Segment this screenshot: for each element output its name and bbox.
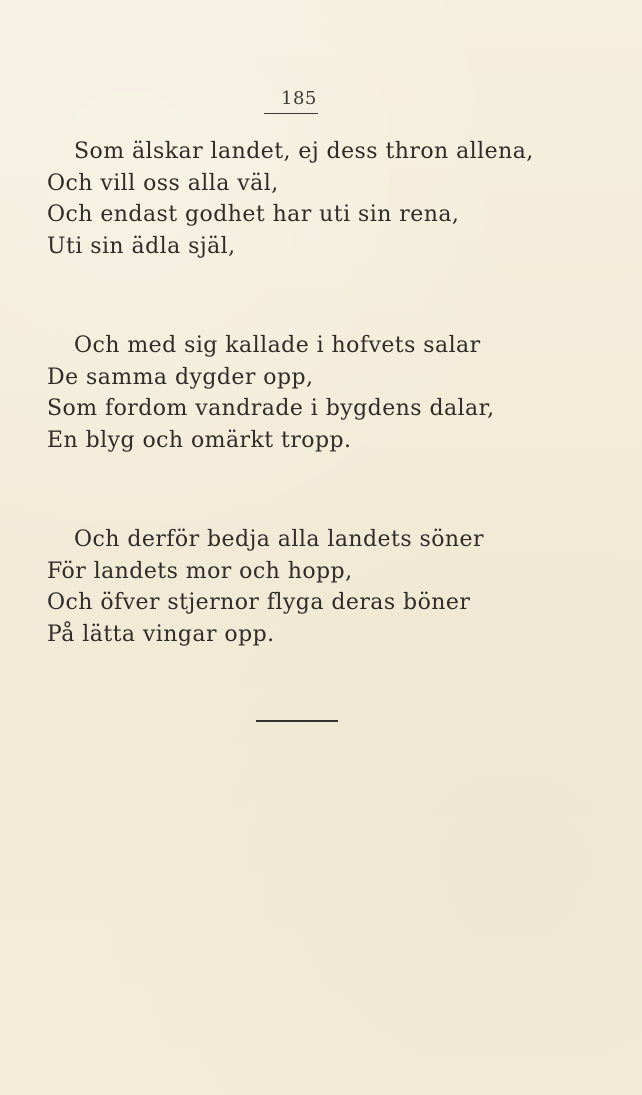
poem-stanza-3 <box>47 524 607 650</box>
stanza-2-line-2: De samma dygder opp, <box>47 364 314 390</box>
stanza-2-line-4: En blyg och omärkt tropp. <box>47 427 352 453</box>
page-number: 185 <box>281 88 317 109</box>
stanza-3-line-3: Och öfver stjernor flyga deras böner <box>47 590 471 615</box>
end-rule <box>256 720 338 722</box>
stanza-3-line-2: För landets mor och hopp, <box>47 558 353 584</box>
stanza-1-line-3: Och endast godhet har uti sin rena, <box>47 202 460 227</box>
stanza-2-line-3: Som fordom vandrade i bygdens dalar, <box>47 396 495 421</box>
poem-stanza-2 <box>47 330 607 456</box>
poem-stanza-1 <box>47 136 607 262</box>
stanza-1-line-4: Uti sin ädla själ, <box>47 233 236 259</box>
stanza-2-line-1: Och med sig kallade i hofvets salar <box>74 333 481 358</box>
stanza-1-line-1: Som älskar landet, ej dess thron allena, <box>74 139 534 164</box>
stanza-1-line-2: Och vill oss alla väl, <box>47 170 279 196</box>
page-number-underline <box>264 113 318 114</box>
stanza-3-line-4: På lätta vingar opp. <box>47 621 275 647</box>
stanza-3-line-1: Och derför bedja alla landets söner <box>74 527 484 552</box>
